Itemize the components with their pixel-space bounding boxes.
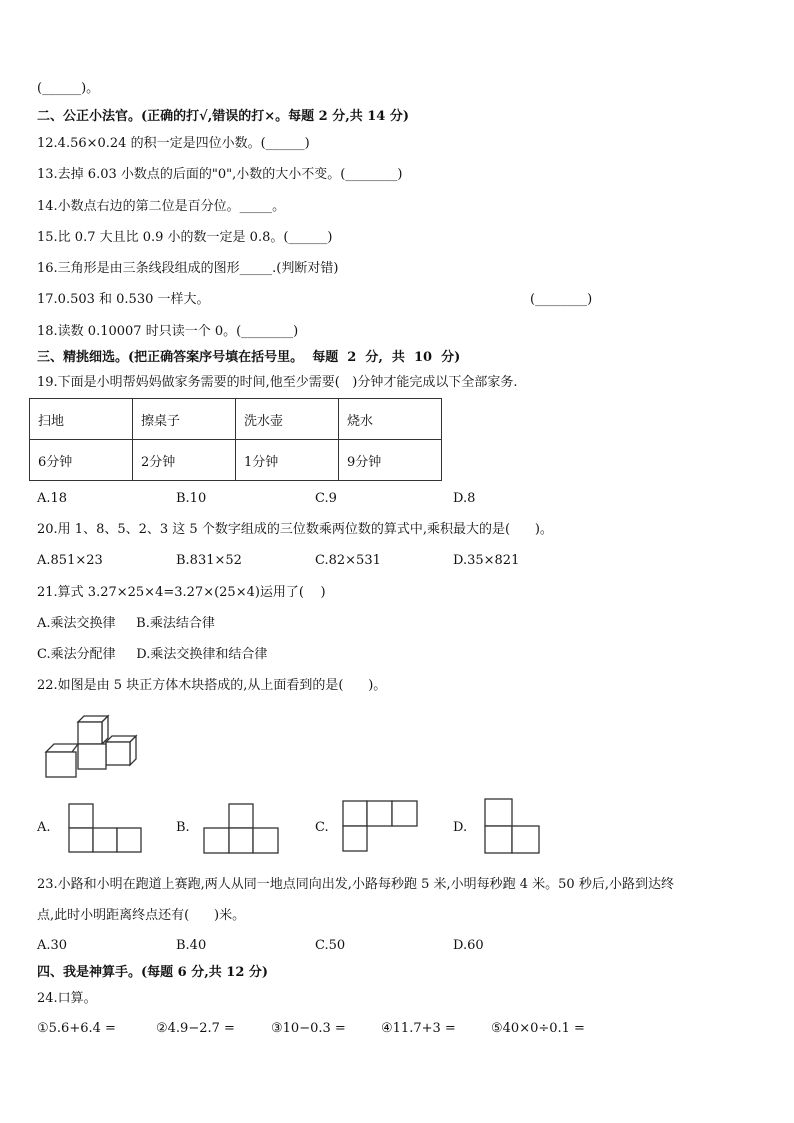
question-16: 16.三角形是由三条线段组成的图形_____.(判断对错) (37, 261, 339, 276)
q23-option-b: B.40 (176, 938, 207, 953)
mental-calc-1: ①5.6+6.4 = (37, 1021, 116, 1036)
mental-calc-4: ④11.7+3 = (381, 1021, 456, 1036)
table-cell: 9分钟 (339, 440, 442, 481)
question-15: 15.比 0.7 大且比 0.9 小的数一定是 0.8。(______) (37, 230, 333, 245)
question-20: 20.用 1、8、5、2、3 这 5 个数字组成的三位数乘两位数的算式中,乘积最大的是( )。 (37, 522, 553, 537)
q19-option-c: C.9 (315, 491, 337, 506)
q22-option-a-label: A. (37, 820, 51, 835)
question-14: 14.小数点右边的第二位是百分位。_____。 (37, 199, 286, 214)
q22-option-b-label: B. (176, 820, 190, 835)
question-19: 19.下面是小明帮妈妈做家务需要的时间,他至少需要( )分钟才能完成以下全部家务. (37, 375, 518, 390)
question-12: 12.4.56×0.24 的积一定是四位小数。(______) (37, 136, 310, 151)
q20-option-c: C.82×531 (315, 553, 381, 568)
q22-option-b-figure (203, 803, 279, 855)
question-18: 18.读数 0.10007 时只读一个 0。(________) (37, 324, 299, 339)
q23-option-d: D.60 (453, 938, 484, 953)
q19-option-d: D.8 (453, 491, 476, 506)
question-13: 13.去掉 6.03 小数点的后面的"0",小数的大小不变。(________) (37, 167, 403, 182)
q22-option-d-figure (484, 798, 540, 854)
question-17-blank: (________) (530, 292, 593, 307)
question-21: 21.算式 3.27×25×4=3.27×(25×4)运用了( ) (37, 585, 326, 600)
section-2-heading: 二、公正小法官。(正确的打√,错误的打×。每题 2 分,共 14 分) (37, 109, 410, 124)
table-cell: 2分钟 (133, 440, 236, 481)
mental-calc-3: ③10−0.3 = (271, 1021, 346, 1036)
question-22: 22.如图是由 5 块正方体木块搭成的,从上面看到的是( )。 (37, 678, 387, 693)
table-cell: 1分钟 (236, 440, 339, 481)
mental-calc-2: ②4.9−2.7 = (156, 1021, 235, 1036)
question-23-line2: 点,此时小明距离终点还有( )米。 (37, 908, 246, 923)
question-24: 24.口算。 (37, 991, 97, 1006)
prev-answer-blank: (______)。 (37, 81, 100, 96)
q21-options-ab: A.乘法交换律 B.乘法结合律 (37, 616, 215, 631)
table-cell: 洗水壶 (236, 399, 339, 440)
q19-option-b: B.10 (176, 491, 207, 506)
q22-option-c-figure (342, 800, 418, 852)
section-4-heading: 四、我是神算手。(每题 6 分,共 12 分) (37, 965, 269, 980)
q23-option-a: A.30 (37, 938, 68, 953)
cube-stack-figure (44, 712, 140, 778)
mental-calc-5: ⑤40×0÷0.1 = (491, 1021, 585, 1036)
q21-options-cd: C.乘法分配律 D.乘法交换律和结合律 (37, 647, 268, 662)
chores-time-table (29, 398, 442, 481)
question-23-line1: 23.小路和小明在跑道上赛跑,两人从同一地点同向出发,小路每秒跑 5 米,小明每秒跑 4 米。50 秒后,小路到达终 (37, 877, 674, 892)
q22-option-a-figure (68, 803, 142, 853)
q19-option-a: A.18 (37, 491, 68, 506)
table-cell: 扫地 (30, 399, 133, 440)
section-3-heading: 三、精挑细选。(把正确答案序号填在括号里。 每题 2 分, 共 10 分) (37, 350, 461, 365)
table-cell: 6分钟 (30, 440, 133, 481)
q20-option-b: B.831×52 (176, 553, 242, 568)
table-cell: 烧水 (339, 399, 442, 440)
question-17: 17.0.503 和 0.530 一样大。 (37, 292, 210, 307)
q20-option-d: D.35×821 (453, 553, 520, 568)
q22-option-c-label: C. (315, 820, 329, 835)
q20-option-a: A.851×23 (37, 553, 103, 568)
q23-option-c: C.50 (315, 938, 346, 953)
q22-option-d-label: D. (453, 820, 468, 835)
table-row (30, 399, 442, 440)
table-row (30, 440, 442, 481)
table-cell: 擦桌子 (133, 399, 236, 440)
